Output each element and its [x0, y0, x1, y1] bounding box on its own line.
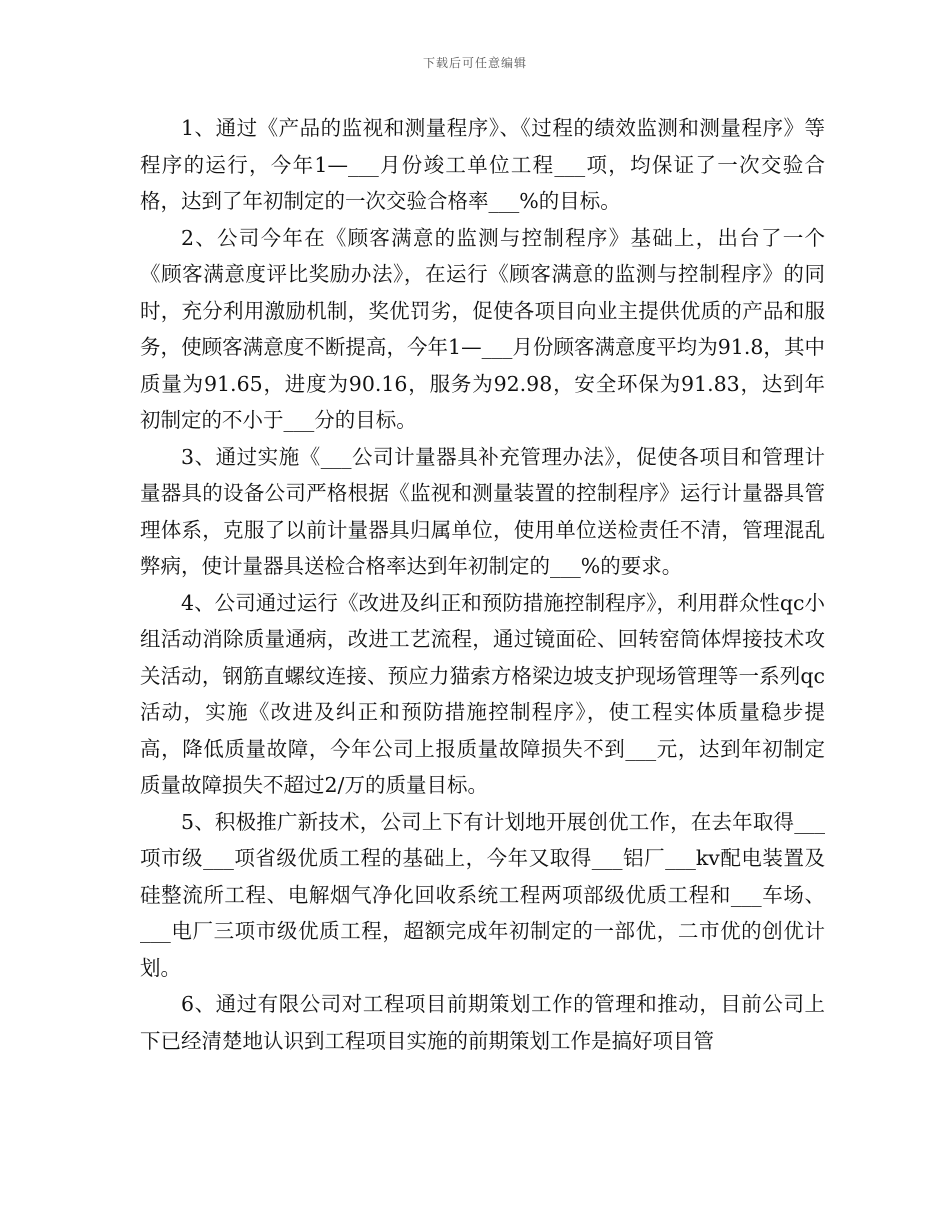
paragraph-5: 5、积极推广新技术，公司上下有计划地开展创优工作，在去年取得___项市级___项省级优质工程的基础上，今年又取得___铝厂___kv配电装置及硅整流所工程、电解烟气净化回收系统工程两项部级优质工程和___车场、___电厂三项市级优质工程，超额完成年初制定的一部优，二市优的创优计划。 [140, 809, 825, 980]
document-body [140, 110, 825, 1059]
paragraph-1: 1、通过《产品的监视和测量程序》、《过程的绩效监测和测量程序》等程序的运行，今年1—___月份竣工单位工程___项，均保证了一次交验合格，达到了年初制定的一次交验合格率___%的目标。 [140, 116, 825, 213]
paragraph-4: 4、公司通过运行《改进及纠正和预防措施控制程序》，利用群众性qc小组活动消除质量通病，改进工艺流程，通过镜面砼、回转窑筒体焊接技术攻关活动，钢筋直螺纹连接、预应力猫索方格梁边坡支护现场管理等一系列qc活动，实施《改进及纠正和预防措施控制程序》，使工程实体质量稳步提高，降低质量故障，今年公司上报质量故障损失不到___元，达到年初制定质量故障损失不超过2/万的质量目标。 [140, 590, 825, 797]
paragraph-6: 6、通过有限公司对工程项目前期策划工作的管理和推动，目前公司上下已经清楚地认识到工程项目实施的前期策划工作是搞好项目管 [140, 992, 825, 1053]
paragraph-3: 3、通过实施《___公司计量器具补充管理办法》，促使各项目和管理计量器具的设备公司严格根据《监视和测量装置的控制程序》运行计量器具管理体系，克服了以前计量器具归属单位，使用单位送检责任不清，管理混乱弊病，使计量器具送检合格率达到年初制定的___%的要求。 [140, 444, 825, 578]
page-header: 下载后可任意编辑 [422, 56, 527, 70]
paragraph-2: 2、公司今年在《顾客满意的监测与控制程序》基础上，出台了一个《顾客满意度评比奖励办法》，在运行《顾客满意的监测与控制程序》的同时，充分利用激励机制，奖优罚劣，促使各项目向业主提供优质的产品和服务，使顾客满意度不断提高，今年1—___月份顾客满意度平均为91.8，其中质量为91.65，进度为90.16，服务为92.98，安全环保为91.83，达到年初制定的不小于___分的目标。 [140, 225, 825, 432]
